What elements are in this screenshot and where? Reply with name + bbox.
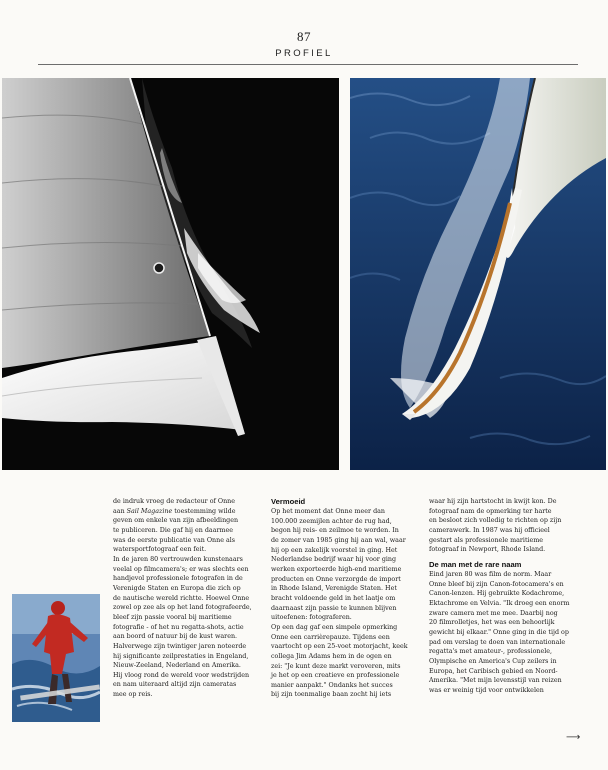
text-line: Europa, het Caribisch gebied en Noord- [429, 667, 558, 675]
text-line: en besloot zich volledig te richten op zijn [429, 517, 562, 525]
text-line: 20 filmrolletjes, het was een behoorlijk [429, 619, 555, 627]
text-line: Nederlandse bedrijf waar hij voor ging [271, 556, 397, 564]
text-line: de zomer van 1985 ging hij aan wal, waar [271, 536, 406, 544]
text-line: In de jaren 80 vertrouwden kunstenaars [113, 555, 243, 563]
text-line: uitoefenen: fotograferen. [271, 614, 352, 622]
text-line: waar hij zijn hartstocht in kwijt kon. De [429, 498, 557, 505]
text-fragment: aan Sail Magazine toestemming wilde [113, 507, 236, 515]
photo-sailboat-black-white [2, 78, 339, 470]
article-column-2 [271, 497, 419, 700]
text-line: 100.000 zeemijlen achter de rug had, [271, 517, 392, 525]
text-line: Canon-lenzen. Hij gebruikte Kodachrome, [429, 590, 565, 598]
text-line: in Rhode Island, Verenigde Staten. Het [271, 585, 397, 593]
text-line: Op het moment dat Onne meer dan [271, 508, 385, 515]
text-line: gestart als professionele maritieme [429, 536, 544, 544]
text-line: en nam uiteraard altijd zijn cameratas [113, 681, 237, 689]
article-column-1 [113, 497, 261, 700]
page-header [0, 30, 608, 59]
sailboat-bw-image [2, 78, 339, 470]
text-line-with-italic [113, 507, 261, 517]
text-line: was de eerste publicatie van Onne als [113, 536, 236, 544]
text-line: watersportfotograaf een feit. [113, 546, 207, 554]
text-line: pad om verslag te doen van internationale [429, 638, 566, 646]
text-line: veelal op filmcamera's; er was slechts een [113, 565, 249, 573]
text-line: fotograaf nam de opmerking ter harte [429, 507, 552, 515]
text-line: zei: "Je kunt deze markt veroveren, mits [271, 662, 401, 670]
text-line: de indruk vroeg de redacteur of Onne [113, 498, 236, 505]
text-line: fotograaf in Newport, Rhode Island. [429, 546, 546, 554]
text-line: bij zijn toenmalige baan zocht hij iets [271, 691, 392, 699]
text-line: Eind jaren 80 was film de norm. Maar [429, 570, 552, 578]
text-line: bleef zijn passie vooral bij maritieme [113, 613, 232, 621]
text-line: de nautische wereld richtte. Hoewel Onne [113, 594, 250, 602]
text-line: zowel op zee als op het land fotografeerde, [113, 604, 252, 612]
page-number: 87 [297, 29, 311, 44]
text-line: hij op een zakelijk voorstel in ging. Het [271, 546, 398, 554]
text-line: Nieuw-Zeeland, Nederland en Amerika. [113, 662, 241, 670]
text-line: aan boord of natuur bij de kust waren. [113, 633, 238, 641]
sailboat-color-image [350, 78, 606, 470]
text-line: begon hij reis- en zeilmoe te worden. In [271, 527, 399, 535]
text-line: te publiceren. Die gaf hij en daarmee [113, 526, 234, 534]
text-line: daarnaast zijn passie te kunnen blijven [271, 604, 397, 612]
text-line: hij significante zeilprestaties in Engeland, [113, 652, 249, 660]
text-line: was er weinig tijd voor ontwikkelen [429, 686, 544, 694]
text-line: manier aanpakt." Ondanks het succes [271, 681, 393, 689]
text-line: Hij vloog rond de wereld voor wedstrijden [113, 671, 250, 679]
text-line: geven om enkele van zijn afbeeldingen [113, 517, 239, 525]
subheading-de-man-met-de-rare-naam: De man met de rare naam [429, 559, 522, 569]
text-line: Onne een carrièrepauze. Tijdens een [271, 633, 390, 641]
text-line: Olympische en America's Cup zeilers in [429, 657, 557, 665]
text-line: handjevol professionele fotografen in de [113, 575, 243, 583]
text-line: vaartocht op een 25-voet motorjacht, keek [271, 643, 408, 651]
text-line: werken exporteerde high-end maritieme [271, 565, 402, 573]
text-line: camerawerk. In 1987 was hij officieel [429, 526, 550, 534]
text-line: Op een dag gaf een simpele opmerking [271, 623, 398, 631]
text-line: gewicht bij elkaar." Onne ging in die tijd op [429, 628, 569, 636]
section-label: PROFIEL [275, 48, 333, 59]
text-line: bracht voldoende geld in het laatje om [271, 594, 396, 602]
subheading-vermoeid: Vermoeid [271, 497, 306, 506]
text-line: collega Jim Adams hem in de ogen en [271, 652, 392, 660]
photo-sailboat-color [350, 78, 606, 470]
text-line: Halverwege zijn twintiger jaren noteerde [113, 642, 247, 650]
text-line: je het op een creatieve en professionele [271, 672, 400, 680]
sailor-image [12, 594, 100, 722]
text-line: regatta's met amateur-, professionele, [429, 648, 553, 656]
text-line: Amerika. "Met mijn levensstijl van reizen [429, 677, 562, 685]
text-line: Onne bleef bij zijn Canon-fotocamera's en [429, 580, 564, 588]
text-line: producten en Onne verzorgde de import [271, 575, 401, 583]
photo-sailor-inset [12, 594, 100, 722]
text-line: fotografie - of het nu regatta-shots, actie [113, 623, 244, 631]
text-line: zware camera met me mee. Daarbij nog [429, 609, 558, 617]
header-rule [38, 64, 578, 65]
article-column-3 [429, 497, 579, 695]
text-line: Ektachrome en Velvia. "Ik droeg een enorm [429, 599, 570, 607]
text-line: Verenigde Staten en Europa die zich op [113, 584, 241, 592]
italic-title: Sail Magazine [126, 507, 173, 515]
text-line: mee op reis. [113, 691, 153, 699]
continue-arrow-icon: ⟶ [566, 732, 581, 743]
